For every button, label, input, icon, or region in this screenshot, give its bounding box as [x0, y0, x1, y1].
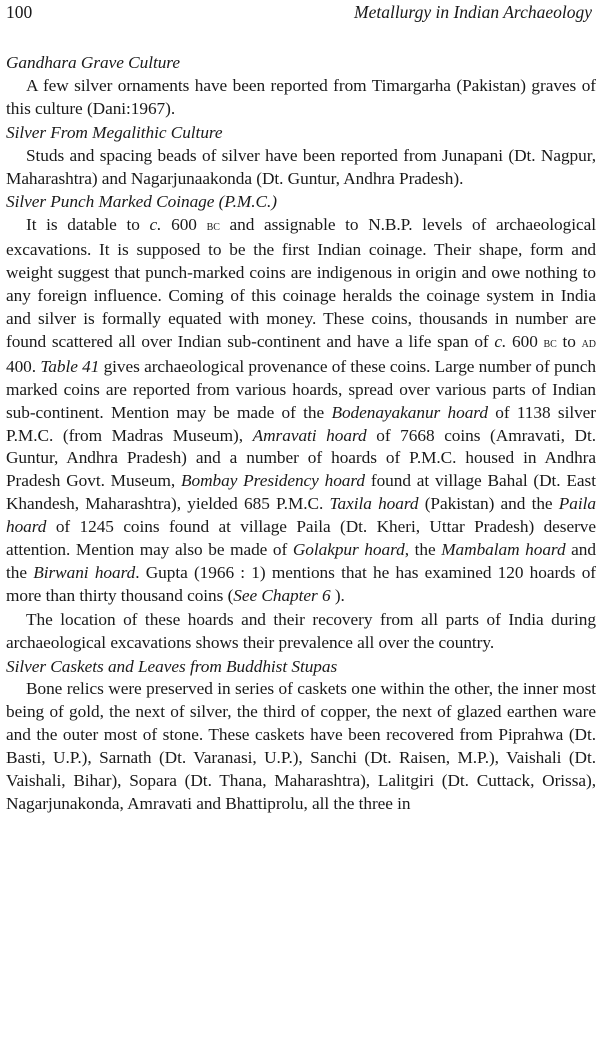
text-run: It is datable to	[26, 215, 150, 235]
text-run: 600	[506, 331, 544, 351]
page-body	[6, 52, 596, 817]
section-heading-pmc: Silver Punch Marked Coinage (P.M.C.)	[6, 192, 277, 212]
text-run: , the	[404, 540, 442, 560]
text-run: of 1138 silver P.M.C. (from Madras Museum),	[6, 402, 596, 445]
section-heading-megalithic: Silver From Megalithic Culture	[6, 122, 223, 142]
table-reference: Table 41	[40, 356, 100, 376]
text-run: found at village Bahal (Dt. East Khandesh, Maharashtra), yielded 685 P.M.C.	[6, 471, 596, 514]
text-run: to	[556, 331, 582, 351]
hoard-name: Golakpur hoard	[292, 540, 405, 560]
paragraph-hoards-location: The location of these hoards and their recovery from all parts of India during archaeological excavations shows their prevalence all over the country.	[6, 609, 596, 652]
section-heading-caskets: Silver Caskets and Leaves from Buddhist Stupas	[6, 656, 338, 676]
paragraph-caskets: Bone relics were preserved in series of caskets one within the other, the inner most being of gold, the next of silver, the third of copper, the next of glazed earthen ware and the outer most of stone. These caskets have been recovered from Piprahwa (Dt. Basti, U.P.), Sarnath (Dt. Varanasi, U.P.), Sanchi (Dt. Raisen, M.P.), Vaishali (Dt. Vaishali, Bihar), Sopara (Dt. Thana, Maharashtra), Lalitgiri (Dt. Cuttack, Orissa), Nagarjunakonda, Amravati and Bhattiprolu, all the three in	[6, 679, 596, 813]
text-run: 400.	[6, 356, 41, 376]
text-run: gives archaeological provenance of these coins. Large number of punch marked coins are reported from various hoards, spread over various parts of Indian sub-continent. Mention may be made of the	[6, 356, 596, 422]
hoard-name: Bodenayakanur hoard	[331, 402, 488, 422]
era-bc: bc	[543, 335, 557, 351]
hoard-name: Birwani hoard	[33, 562, 136, 582]
running-header	[6, 2, 592, 24]
paragraph-gandhara: A few silver ornaments have been reported from Timargarha (Pakistan) graves of this culture (Dani:1967).	[6, 75, 596, 118]
paragraph-pmc	[6, 214, 596, 607]
section-heading-gandhara: Gandhara Grave Culture	[6, 53, 180, 72]
circa-abbrev: c.	[494, 331, 507, 351]
text-run: of 7668 coins (Amravati, Dt. Guntur, Andhra Pradesh) and a number of hoards of P.M.C. housed in Andhra Pradesh Govt. Museum,	[6, 425, 596, 491]
hoard-name: Paila hoard	[6, 494, 596, 537]
text-run: and the	[6, 540, 596, 582]
hoard-name: Amravati hoard	[252, 425, 367, 445]
text-run: of 1245 coins found at village Paila (Dt. Kheri, Uttar Pradesh) deserve attention. Mention may also be made of	[6, 517, 596, 560]
hoard-name: Bombay Presidency hoard	[180, 471, 366, 491]
text-run: ).	[330, 585, 345, 605]
era-ad: ad	[581, 335, 596, 351]
circa-abbrev: c.	[149, 215, 162, 235]
page-number: 100	[6, 2, 33, 22]
chapter-reference: See Chapter 6	[233, 585, 331, 605]
text-run: (Pakistan) and the	[418, 494, 559, 514]
text-run: . Gupta (1966 : 1) mentions that he has examined 120 hoards of more than thirty thousand coins (	[6, 562, 597, 605]
text-run: 600	[161, 215, 207, 235]
running-title: Metallurgy in Indian Archaeology	[354, 2, 592, 22]
hoard-name: Taxila hoard	[329, 494, 419, 514]
hoard-name: Mambalam hoard	[441, 540, 566, 560]
paragraph-megalithic: Studs and spacing beads of silver have been reported from Junapani (Dt. Nagpur, Maharashtra) and Nagarjunaakonda (Dt. Guntur, Andhra Pradesh).	[6, 145, 596, 188]
era-bc: bc	[206, 219, 220, 235]
text-run: and assignable to N.B.P. levels of archaeological excavations. It is supposed to be the first Indian coinage. Their shape, form and weight suggest that punch-marked coins are indigenous in origin and owe nothing to any foreign influence. Coming of this coinage heralds the coinage system in India and silver is formally equated with money. These coins, thousands in number are found scattered all over Indian sub-continent and have a life span of	[6, 215, 596, 351]
